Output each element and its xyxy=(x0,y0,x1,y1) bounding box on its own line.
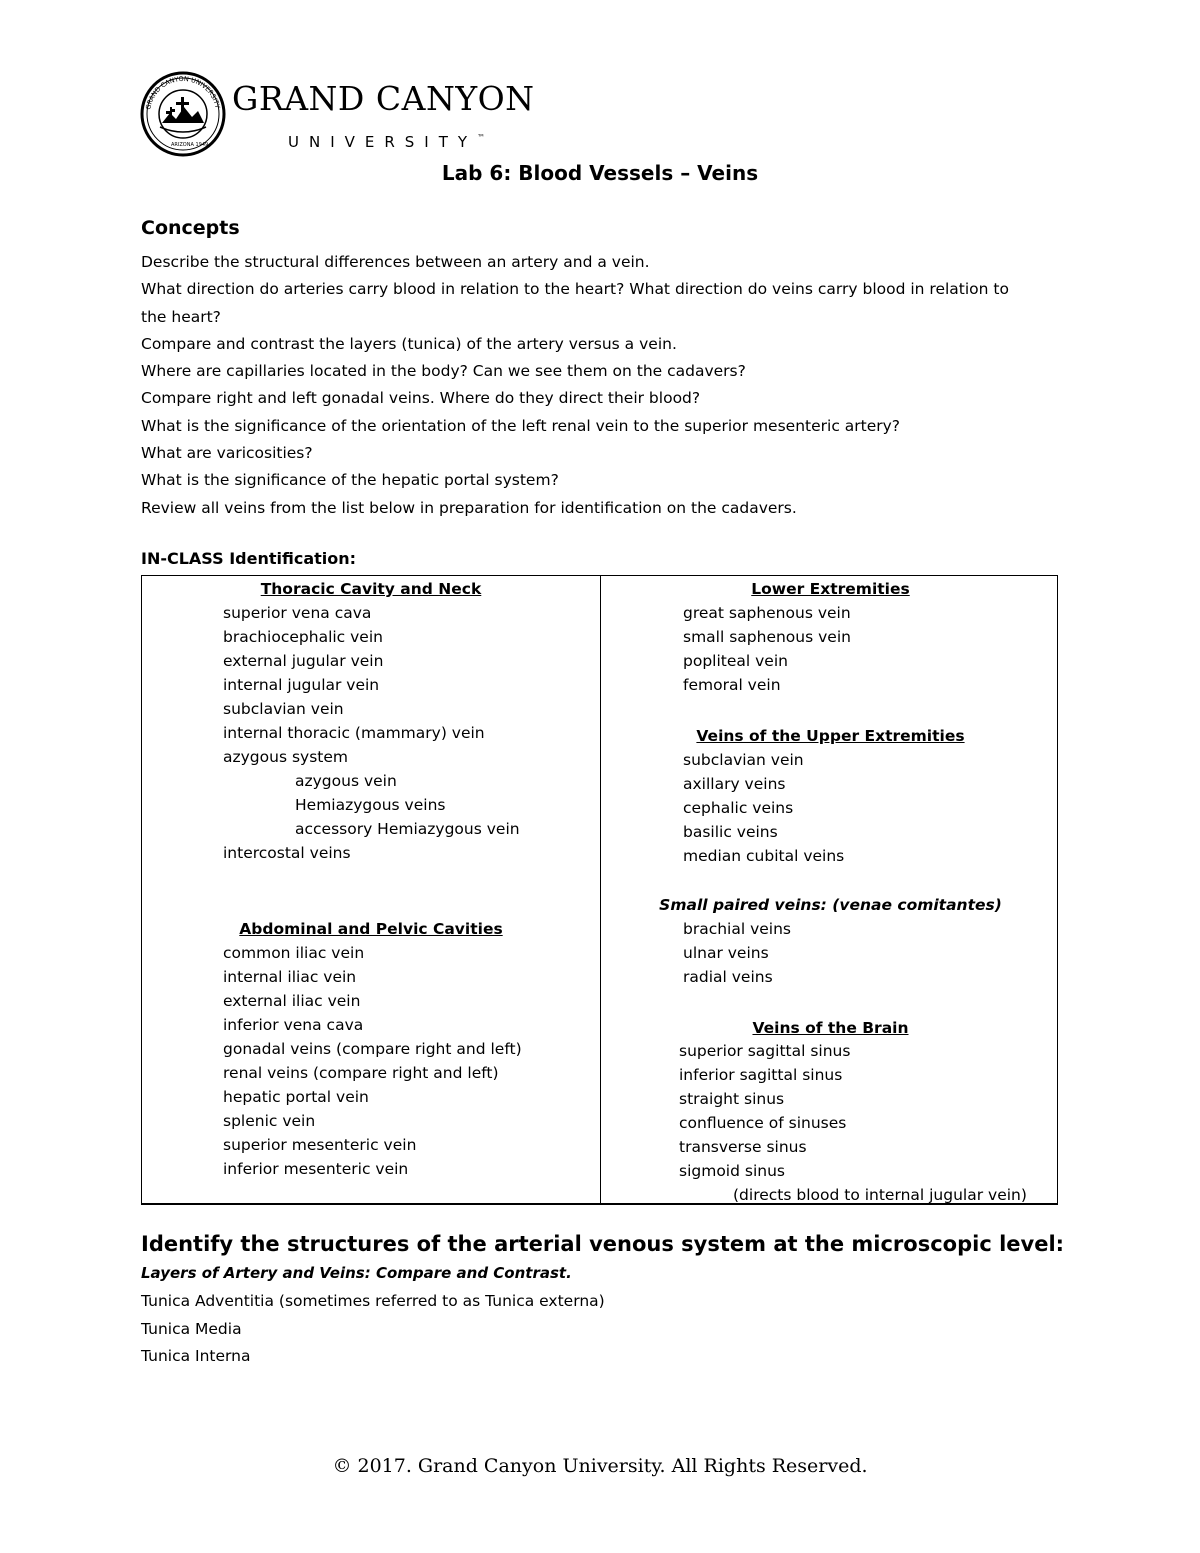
concept-item: What are varicosities? xyxy=(141,444,313,463)
section-title-upper: Veins of the Upper Extremities xyxy=(696,727,965,745)
list-item: internal thoracic (mammary) vein xyxy=(223,724,485,742)
section-title-abdominal: Abdominal and Pelvic Cavities xyxy=(239,920,503,938)
list-item: accessory Hemiazygous vein xyxy=(295,820,520,838)
list-item: internal jugular vein xyxy=(223,676,380,694)
upper-list xyxy=(683,748,844,868)
list-item: small saphenous vein xyxy=(683,628,851,646)
list-item: cephalic veins xyxy=(683,799,794,817)
list-item: popliteal vein xyxy=(683,652,788,670)
list-item: transverse sinus xyxy=(679,1138,807,1156)
list-item: superior vena cava xyxy=(223,604,372,622)
concept-item: the heart? xyxy=(141,307,221,326)
section-title-small-paired xyxy=(602,893,1059,917)
section-title-brain: Veins of the Brain xyxy=(752,1019,909,1037)
list-item: Hemiazygous veins xyxy=(295,796,446,814)
abdominal-list xyxy=(223,941,522,1181)
list-item: femoral vein xyxy=(683,676,781,694)
list-item: azygous system xyxy=(223,748,348,766)
section-title-lower: Lower Extremities xyxy=(751,580,910,598)
concepts-heading: Concepts xyxy=(141,217,240,239)
list-item: brachiocephalic vein xyxy=(223,628,383,646)
university-logo xyxy=(140,71,540,161)
brain-list xyxy=(679,1039,1027,1207)
list-item: great saphenous vein xyxy=(683,604,851,622)
list-item: subclavian vein xyxy=(683,751,804,769)
list-item: superior sagittal sinus xyxy=(679,1042,851,1060)
list-item: splenic vein xyxy=(223,1112,316,1130)
concept-item: Compare right and left gonadal veins. Where do they direct their blood? xyxy=(141,389,701,408)
page-title: Lab 6: Blood Vessels – Veins xyxy=(441,161,759,185)
list-item: straight sinus xyxy=(679,1090,785,1108)
list-item: internal iliac vein xyxy=(223,968,357,986)
list-item: inferior sagittal sinus xyxy=(679,1066,843,1084)
svg-text:GRAND CANYON UNIVERSITY: GRAND CANYON UNIVERSITY xyxy=(144,74,222,111)
list-item: common iliac vein xyxy=(223,944,365,962)
list-item: basilic veins xyxy=(683,823,778,841)
list-item: intercostal veins xyxy=(223,844,351,862)
list-item: external jugular vein xyxy=(223,652,384,670)
list-item: radial veins xyxy=(683,968,773,986)
svg-text:ARIZONA 1949: ARIZONA 1949 xyxy=(171,142,209,148)
concept-item: What is the significance of the hepatic portal system? xyxy=(141,471,559,490)
list-item: hepatic portal vein xyxy=(223,1088,369,1106)
microscopic-heading: Identify the structures of the arterial venous system at the microscopic level: xyxy=(141,1232,1065,1256)
list-item: gonadal veins (compare right and left) xyxy=(223,1040,522,1058)
thoracic-list xyxy=(223,601,520,865)
copyright-footer: © 2017. Grand Canyon University. All Rights Reserved. xyxy=(332,1455,868,1477)
concepts-list xyxy=(141,249,1071,522)
small-paired-list xyxy=(683,917,791,989)
list-item: renal veins (compare right and left) xyxy=(223,1064,499,1082)
concept-item: Describe the structural differences between an artery and a vein. xyxy=(141,253,650,271)
list-item: brachial veins xyxy=(683,920,792,938)
list-item: inferior vena cava xyxy=(223,1016,364,1034)
wordmark-grand-canyon: GRAND CANYON xyxy=(232,79,535,118)
list-item: superior mesenteric vein xyxy=(223,1136,417,1154)
concept-item: Where are capillaries located in the body? Can we see them on the cadavers? xyxy=(141,362,746,381)
list-item: (directs blood to internal jugular vein) xyxy=(733,1186,1027,1204)
concept-item: Compare and contrast the layers (tunica) of the artery versus a vein. xyxy=(141,334,677,353)
list-item: Tunica Interna xyxy=(141,1347,251,1365)
concept-item: What direction do arteries carry blood in relation to the heart? What direction do veins carry blood in relation to xyxy=(141,280,1009,299)
list-item: external iliac vein xyxy=(223,992,361,1010)
section-title-thoracic: Thoracic Cavity and Neck xyxy=(260,580,482,598)
university-seal-icon xyxy=(140,71,226,157)
lower-list xyxy=(683,601,851,697)
list-item: ulnar veins xyxy=(683,944,769,962)
small-paired-title-b: (venae comitantes) xyxy=(832,896,1002,914)
trademark-symbol: ™ xyxy=(477,133,486,142)
table-column-divider xyxy=(600,576,601,1203)
tunica-list xyxy=(141,1288,605,1371)
list-item: confluence of sinuses xyxy=(679,1114,847,1132)
concept-item: Review all veins from the list below in preparation for identification on the cadavers. xyxy=(141,498,797,517)
identification-heading: IN-CLASS Identification: xyxy=(141,549,357,568)
list-item: axillary veins xyxy=(683,775,786,793)
list-item: Tunica Adventitia (sometimes referred to as Tunica externa) xyxy=(141,1292,605,1310)
list-item: subclavian vein xyxy=(223,700,344,718)
identification-table xyxy=(141,575,1058,1205)
list-item: median cubital veins xyxy=(683,847,845,865)
concept-item: What is the significance of the orientation of the left renal vein to the superior mesenteric artery? xyxy=(141,416,901,435)
list-item: azygous vein xyxy=(295,772,397,790)
small-paired-title-a: Small paired veins: xyxy=(659,896,833,914)
list-item: inferior mesenteric vein xyxy=(223,1160,409,1178)
microscopic-subheading: Layers of Artery and Veins: Compare and Contrast. xyxy=(141,1264,572,1282)
list-item: Tunica Media xyxy=(141,1319,242,1338)
wordmark-university-text: UNIVERSITY xyxy=(288,133,478,151)
list-item: sigmoid sinus xyxy=(679,1162,785,1180)
wordmark-university xyxy=(288,133,485,151)
